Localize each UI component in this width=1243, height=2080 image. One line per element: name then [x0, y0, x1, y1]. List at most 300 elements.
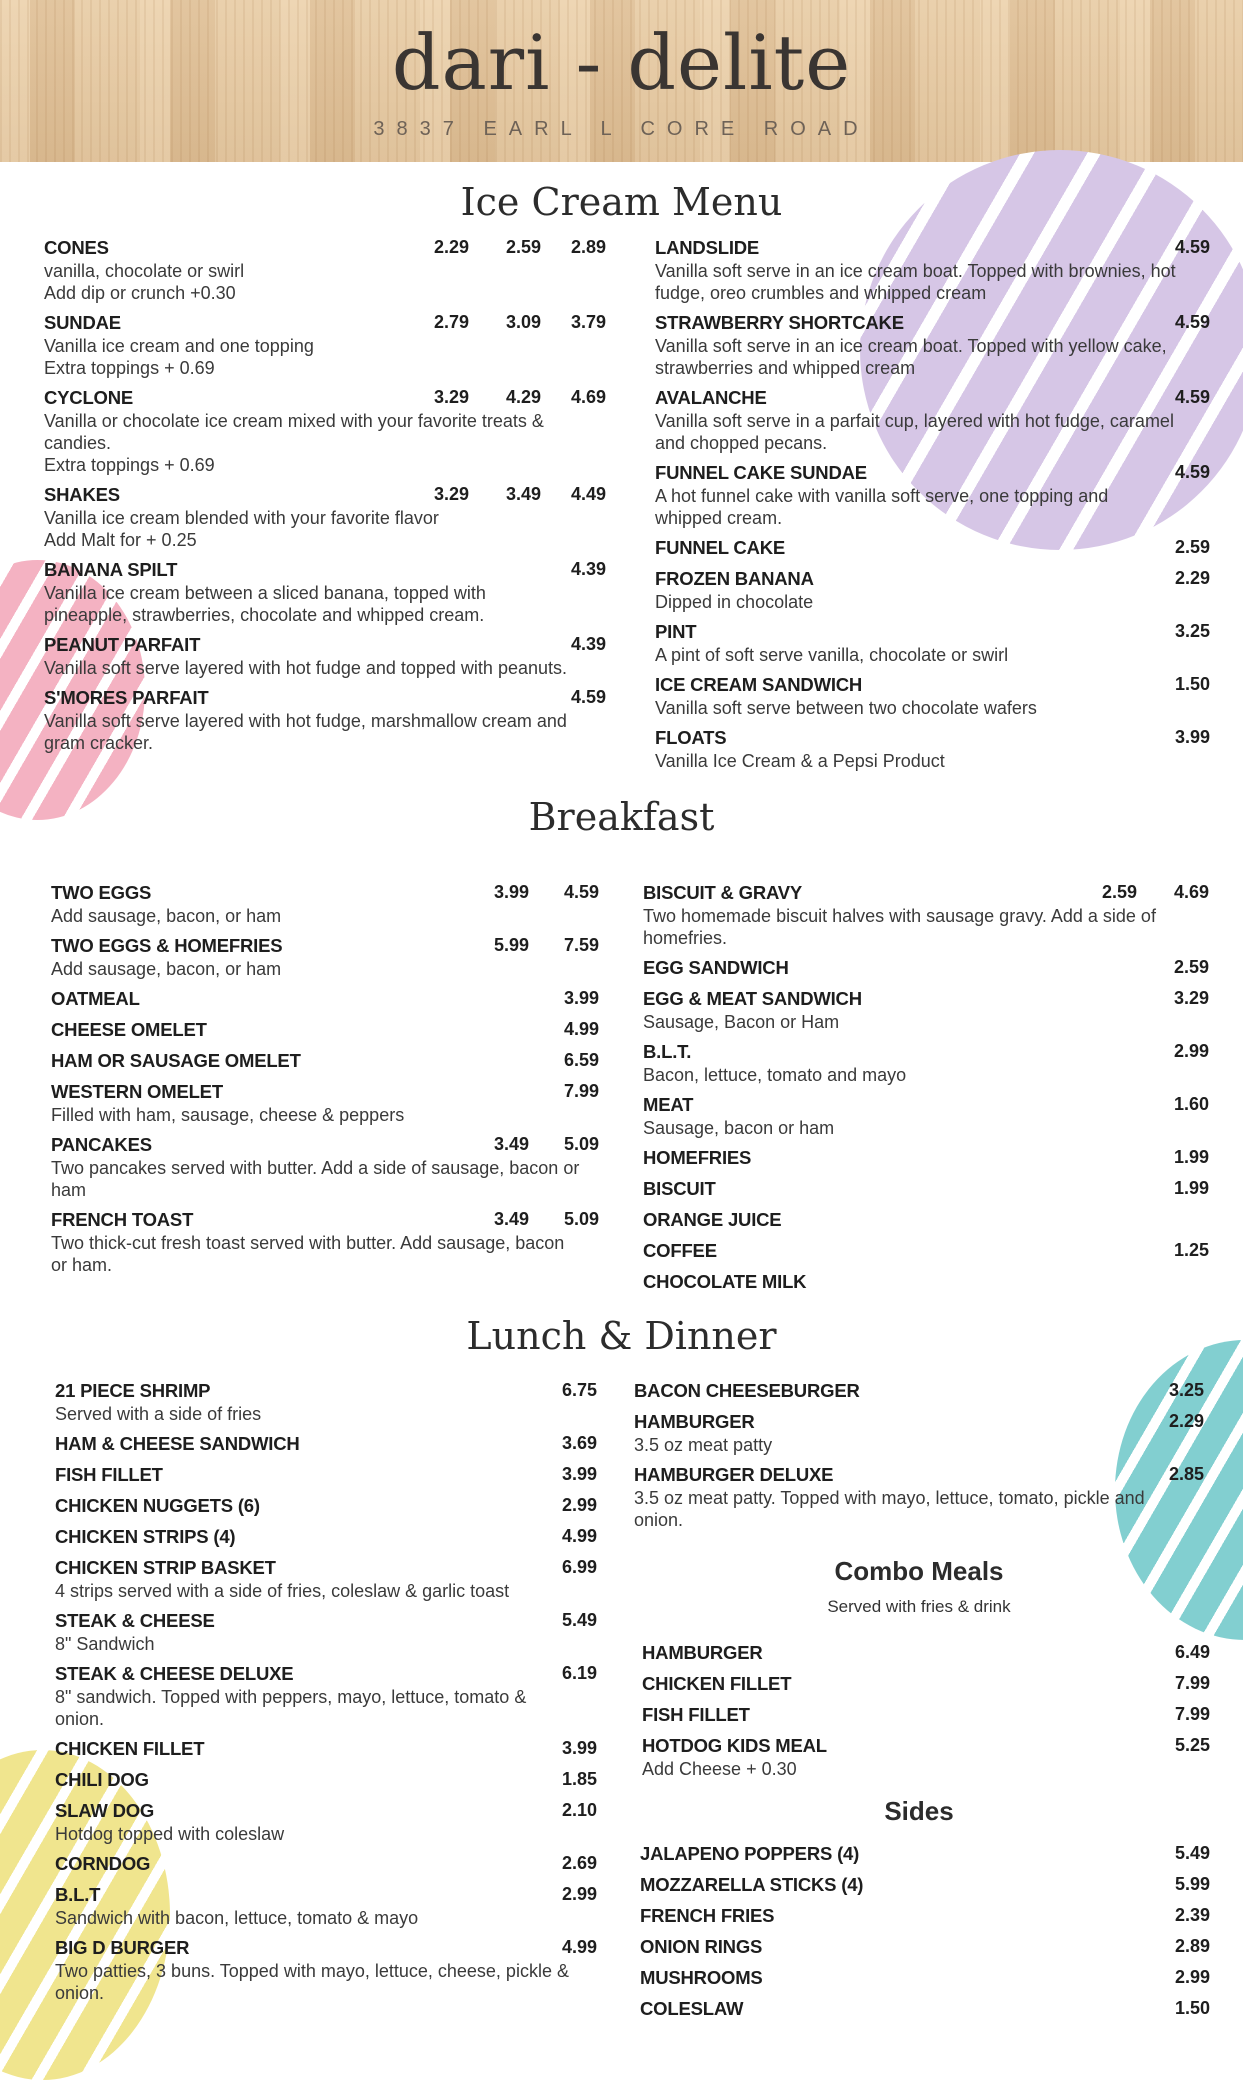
menu-item: [643, 1271, 1209, 1294]
menu-item: [55, 1663, 597, 1730]
item-price: 2.29: [433, 237, 469, 257]
menu-item-row: [51, 1209, 601, 1232]
item-price: 2.59: [1101, 882, 1137, 902]
menu-item-row: [640, 1998, 1210, 2021]
item-name: FRENCH FRIES: [640, 1905, 775, 1926]
item-name: FUNNEL CAKE SUNDAE: [655, 462, 867, 483]
menu-item-row: [55, 1495, 597, 1518]
item-description: onion.: [634, 1510, 684, 1530]
item-name: HOMEFRIES: [643, 1147, 752, 1168]
item-name: S'MORES PARFAIT: [44, 687, 209, 708]
item-name: CHICKEN FILLET: [642, 1673, 792, 1694]
menu-item: [44, 559, 606, 626]
item-name: SLAW DOG: [55, 1800, 155, 1821]
menu-item: [655, 462, 1210, 529]
item-name: BISCUIT & GRAVY: [643, 882, 803, 903]
menu-item-row: [642, 1673, 1210, 1696]
menu-item-row: [655, 568, 1210, 591]
item-price: 2.99: [561, 1884, 597, 1904]
menu-item: [640, 1843, 1210, 1866]
item-description: Vanilla soft serve layered with hot fudge, marshmallow cream and: [44, 711, 567, 731]
item-description: Sausage, Bacon or Ham: [643, 1012, 840, 1032]
menu-item-row: [655, 674, 1210, 697]
item-price: 3.49: [493, 1134, 529, 1154]
item-price: 1.25: [1173, 1240, 1209, 1260]
item-description: 3.5 oz meat patty: [634, 1435, 773, 1455]
item-price: 4.99: [563, 1019, 599, 1039]
item-description: Two patties, 3 buns. Topped with mayo, lettuce, cheese, pickle &: [55, 1961, 569, 1981]
item-price: 4.49: [570, 484, 606, 504]
item-name: FISH FILLET: [55, 1464, 163, 1485]
item-description: or ham.: [51, 1255, 113, 1275]
item-description: Sausage, bacon or ham: [643, 1118, 835, 1138]
menu-item-row: [643, 1178, 1209, 1201]
item-price: 4.59: [1174, 387, 1210, 407]
menu-item-row: [44, 237, 606, 260]
menu-item-row: [55, 1526, 597, 1549]
item-name: CYCLONE: [44, 387, 134, 408]
item-name: B.L.T: [55, 1884, 101, 1905]
item-price: 3.99: [563, 988, 599, 1008]
menu-item-row: [44, 312, 606, 335]
menu-item: [44, 312, 606, 379]
item-name: FLOATS: [655, 727, 727, 748]
item-name: CHICKEN STRIP BASKET: [55, 1557, 276, 1578]
item-price: 6.49: [1174, 1642, 1210, 1662]
menu-item-row: [643, 1271, 1209, 1294]
item-price: 5.99: [493, 935, 529, 955]
lunch-dinner-title: Lunch & Dinner: [466, 1314, 777, 1358]
item-name: HAM OR SAUSAGE OMELET: [51, 1050, 301, 1071]
menu-item: [642, 1673, 1210, 1696]
menu-item-row: [51, 1081, 601, 1104]
item-name: CHOCOLATE MILK: [643, 1271, 807, 1292]
menu-item-row: [643, 957, 1209, 980]
ice-cream-right-column: [655, 237, 1210, 780]
menu-item-row: [655, 621, 1210, 644]
item-price: 1.85: [561, 1769, 597, 1789]
item-name: SHAKES: [44, 484, 120, 505]
item-price: 4.39: [570, 559, 606, 579]
item-price: 2.39: [1174, 1905, 1210, 1925]
menu-item: [55, 1526, 597, 1549]
item-price: 2.59: [1174, 537, 1210, 557]
item-name: 21 PIECE SHRIMP: [55, 1380, 211, 1401]
menu-item-row: [55, 1557, 597, 1580]
menu-item-row: [55, 1663, 597, 1686]
menu-item: [51, 1019, 601, 1042]
item-description: Extra toppings + 0.69: [44, 455, 215, 475]
item-description: Add sausage, bacon, or ham: [51, 959, 282, 979]
lunch-left-column: [55, 1380, 597, 2012]
item-name: MUSHROOMS: [640, 1967, 763, 1988]
item-description: Vanilla soft serve between two chocolate wafers: [655, 698, 1037, 718]
item-name: FUNNEL CAKE: [655, 537, 786, 558]
item-name: PEANUT PARFAIT: [44, 634, 201, 655]
item-name: AVALANCHE: [655, 387, 767, 408]
item-description: Vanilla ice cream blended with your favorite flavor: [44, 508, 439, 528]
item-name: CHICKEN NUGGETS (6): [55, 1495, 260, 1516]
item-price: 4.69: [570, 387, 606, 407]
menu-item: [643, 1041, 1209, 1086]
item-name: ONION RINGS: [640, 1936, 763, 1957]
menu-item-row: [634, 1464, 1204, 1487]
item-price: 7.99: [1174, 1673, 1210, 1693]
breakfast-title: Breakfast: [528, 795, 715, 839]
item-name: ICE CREAM SANDWICH: [655, 674, 863, 695]
item-name: B.L.T.: [643, 1041, 692, 1062]
item-price: 2.85: [1168, 1464, 1204, 1484]
menu-item: [643, 882, 1209, 949]
item-price: 5.49: [561, 1610, 597, 1630]
menu-item-row: [51, 1134, 601, 1157]
item-name: COFFEE: [643, 1240, 717, 1261]
item-name: CORNDOG: [55, 1853, 151, 1874]
item-price: 3.29: [1173, 988, 1209, 1008]
menu-item-row: [634, 1380, 1204, 1403]
menu-item: [44, 237, 606, 304]
item-price: 1.99: [1173, 1178, 1209, 1198]
menu-item: [634, 1380, 1204, 1403]
item-price: 4.39: [570, 634, 606, 654]
menu-item-row: [643, 1147, 1209, 1170]
item-name: WESTERN OMELET: [51, 1081, 223, 1102]
address-line: 3837 EARL L CORE ROAD: [373, 118, 870, 140]
item-description: homefries.: [643, 928, 728, 948]
item-name: FISH FILLET: [642, 1704, 750, 1725]
item-name: BANANA SPILT: [44, 559, 178, 580]
item-price: 2.10: [561, 1800, 597, 1820]
menu-item: [655, 674, 1210, 719]
item-name: BACON CHEESEBURGER: [634, 1380, 860, 1401]
menu-item-row: [655, 237, 1210, 260]
item-price: 2.89: [1174, 1936, 1210, 1956]
item-description: 8" Sandwich: [55, 1634, 155, 1654]
menu-item: [51, 1209, 601, 1276]
menu-item: [634, 1464, 1204, 1531]
brand-title: dari - delite: [391, 18, 852, 107]
item-price: 2.69: [561, 1853, 597, 1873]
menu-item: [640, 1967, 1210, 1990]
item-price: 2.29: [1168, 1411, 1204, 1431]
item-price: 6.99: [561, 1557, 597, 1577]
menu-item-row: [55, 1738, 597, 1761]
menu-item-row: [643, 988, 1209, 1011]
item-name: TWO EGGS: [51, 882, 152, 903]
menu-item: [55, 1380, 597, 1425]
menu-item: [55, 1884, 597, 1929]
item-description: Add Malt for + 0.25: [44, 530, 197, 550]
item-description: A hot funnel cake with vanilla soft serve, one topping and: [655, 486, 1109, 506]
item-name: ORANGE JUICE: [643, 1209, 782, 1230]
menu-item: [634, 1411, 1204, 1456]
menu-item: [643, 1178, 1209, 1201]
menu-item-row: [55, 1769, 597, 1792]
item-description: gram cracker.: [44, 733, 154, 753]
item-name: EGG & MEAT SANDWICH: [643, 988, 862, 1009]
menu-item-row: [55, 1800, 597, 1823]
item-name: CHICKEN STRIPS (4): [55, 1526, 236, 1547]
item-description: Extra toppings + 0.69: [44, 358, 215, 378]
menu-item-row: [55, 1937, 597, 1960]
item-description: onion.: [55, 1709, 105, 1729]
menu-item-row: [51, 1050, 601, 1073]
menu-item-row: [44, 559, 606, 582]
item-name: MEAT: [643, 1094, 694, 1115]
item-description: Add Cheese + 0.30: [642, 1759, 797, 1779]
item-price: 3.79: [570, 312, 606, 332]
item-description: Two pancakes served with butter. Add a side of sausage, bacon or: [51, 1158, 580, 1178]
menu-item-row: [44, 387, 606, 410]
item-price: 1.60: [1173, 1094, 1209, 1114]
item-name: CHILI DOG: [55, 1769, 149, 1790]
item-price: 6.75: [561, 1380, 597, 1400]
item-price: 3.25: [1168, 1380, 1204, 1400]
item-price: 3.29: [433, 484, 469, 504]
item-description: A pint of soft serve vanilla, chocolate or swirl: [655, 645, 1009, 665]
menu-item-row: [55, 1433, 597, 1456]
menu-item-row: [640, 1874, 1210, 1897]
item-name: HAMBURGER: [634, 1411, 755, 1432]
item-name: JALAPENO POPPERS (4): [640, 1843, 860, 1864]
item-description: Sandwich with bacon, lettuce, tomato & mayo: [55, 1908, 419, 1928]
item-price: 3.99: [561, 1464, 597, 1484]
item-description: pineapple, strawberries, chocolate and whipped cream.: [44, 605, 485, 625]
menu-item-row: [640, 1905, 1210, 1928]
item-price: 6.59: [563, 1050, 599, 1070]
item-price: 4.29: [505, 387, 541, 407]
menu-item: [643, 1147, 1209, 1170]
item-name: TWO EGGS & HOMEFRIES: [51, 935, 283, 956]
menu-item-row: [655, 387, 1210, 410]
menu-item: [640, 1905, 1210, 1928]
item-name: SUNDAE: [44, 312, 121, 333]
item-price: 2.79: [433, 312, 469, 332]
item-name: CONES: [44, 237, 109, 258]
item-description: Bacon, lettuce, tomato and mayo: [643, 1065, 907, 1085]
item-price: 2.29: [1174, 568, 1210, 588]
item-name: FRENCH TOAST: [51, 1209, 194, 1230]
item-name: BISCUIT: [643, 1178, 716, 1199]
menu-item-row: [55, 1884, 597, 1907]
menu-item: [51, 935, 601, 980]
item-price: 5.25: [1174, 1735, 1210, 1755]
item-description: Add dip or crunch +0.30: [44, 283, 236, 303]
item-description: Two thick-cut fresh toast served with butter. Add sausage, bacon: [51, 1233, 565, 1253]
breakfast-right-column: [643, 882, 1209, 1302]
item-name: LANDSLIDE: [655, 237, 760, 258]
menu-item: [55, 1937, 597, 2004]
item-description: Vanilla soft serve layered with hot fudge and topped with peanuts.: [44, 658, 568, 678]
menu-item-row: [55, 1853, 597, 1876]
item-price: 5.09: [563, 1209, 599, 1229]
item-price: 3.49: [505, 484, 541, 504]
menu-item-row: [643, 1240, 1209, 1263]
menu-item-row: [643, 1094, 1209, 1117]
item-description: vanilla, chocolate or swirl: [44, 261, 245, 281]
combo-meals-list: [642, 1642, 1210, 1788]
menu-item-row: [643, 1041, 1209, 1064]
item-price: 2.99: [1174, 1967, 1210, 1987]
item-price: 3.99: [493, 882, 529, 902]
menu-item: [55, 1464, 597, 1487]
menu-item: [55, 1433, 597, 1456]
item-description: 8" sandwich. Topped with peppers, mayo, lettuce, tomato &: [55, 1687, 527, 1707]
item-description: strawberries and whipped cream: [655, 358, 916, 378]
menu-item: [55, 1800, 597, 1845]
item-name: STRAWBERRY SHORTCAKE: [655, 312, 904, 333]
menu-item: [655, 727, 1210, 772]
menu-item: [642, 1735, 1210, 1780]
ice-cream-left-column: [44, 237, 606, 762]
item-name: EGG SANDWICH: [643, 957, 789, 978]
menu-item: [55, 1769, 597, 1792]
menu-item: [55, 1495, 597, 1518]
menu-item-row: [643, 1209, 1209, 1232]
item-description: Vanilla or chocolate ice cream mixed with your favorite treats &: [44, 411, 544, 431]
item-name: FROZEN BANANA: [655, 568, 814, 589]
menu-item: [51, 1134, 601, 1201]
menu-item: [643, 957, 1209, 980]
item-name: BIG D BURGER: [55, 1937, 190, 1958]
item-description: Vanilla Ice Cream & a Pepsi Product: [655, 751, 945, 771]
menu-item-row: [44, 634, 606, 657]
menu-item-row: [642, 1735, 1210, 1758]
item-price: 5.99: [1174, 1874, 1210, 1894]
item-name: HAMBURGER: [642, 1642, 763, 1663]
menu-item: [655, 312, 1210, 379]
item-description: onion.: [55, 1983, 105, 2003]
item-price: 3.99: [1174, 727, 1210, 747]
item-price: 2.99: [561, 1495, 597, 1515]
item-name: HAMBURGER DELUXE: [634, 1464, 834, 1485]
item-description: Vanilla soft serve in a parfait cup, layered with hot fudge, caramel: [655, 411, 1174, 431]
item-price: 7.99: [563, 1081, 599, 1101]
item-description: Filled with ham, sausage, cheese & peppers: [51, 1105, 405, 1125]
menu-item-row: [642, 1704, 1210, 1727]
item-price: 3.99: [561, 1738, 597, 1758]
item-description: Vanilla ice cream and one topping: [44, 336, 314, 356]
item-price: 4.59: [570, 687, 606, 707]
header-banner: [0, 0, 1243, 162]
menu-item-row: [640, 1843, 1210, 1866]
menu-item: [51, 988, 601, 1011]
item-price: 4.59: [1174, 462, 1210, 482]
menu-item: [643, 1209, 1209, 1232]
item-name: COLESLAW: [640, 1998, 744, 2019]
menu-item: [655, 568, 1210, 613]
item-name: STEAK & CHEESE: [55, 1610, 215, 1631]
menu-item: [44, 484, 606, 551]
item-description: candies.: [44, 433, 112, 453]
item-price: 1.99: [1173, 1147, 1209, 1167]
item-price: 4.69: [1173, 882, 1209, 902]
menu-item: [51, 1050, 601, 1073]
sides-list: [640, 1843, 1210, 2029]
menu-item: [55, 1557, 597, 1602]
item-description: Vanilla ice cream between a sliced banana, topped with: [44, 583, 486, 603]
item-price: 2.89: [570, 237, 606, 257]
menu-item-row: [55, 1464, 597, 1487]
menu-item: [640, 1936, 1210, 1959]
menu-item: [640, 1874, 1210, 1897]
item-description: whipped cream.: [655, 508, 783, 528]
item-description: and chopped pecans.: [655, 433, 828, 453]
item-name: PINT: [655, 621, 697, 642]
menu-item-row: [55, 1380, 597, 1403]
menu-item-row: [642, 1642, 1210, 1665]
item-description: Add sausage, bacon, or ham: [51, 906, 282, 926]
menu-item: [642, 1704, 1210, 1727]
menu-item: [51, 882, 601, 927]
item-name: CHEESE OMELET: [51, 1019, 207, 1040]
item-name: HOTDOG KIDS MEAL: [642, 1735, 827, 1756]
item-price: 7.59: [563, 935, 599, 955]
menu-item: [643, 1094, 1209, 1139]
item-name: STEAK & CHEESE DELUXE: [55, 1663, 294, 1684]
menu-item-row: [51, 882, 601, 905]
combo-meals-note: Served with fries & drink: [827, 1597, 1011, 1616]
menu-item-row: [655, 462, 1210, 485]
menu-item: [55, 1610, 597, 1655]
menu-item: [642, 1642, 1210, 1665]
item-price: 7.99: [1174, 1704, 1210, 1724]
item-description: Two homemade biscuit halves with sausage gravy. Add a side of: [643, 906, 1156, 926]
breakfast-left-column: [51, 882, 601, 1284]
item-description: 3.5 oz meat patty. Topped with mayo, lettuce, tomato, pickle and: [634, 1488, 1145, 1508]
menu-item: [643, 1240, 1209, 1263]
menu-item: [55, 1738, 597, 1761]
menu-item: [44, 634, 606, 679]
item-price: 4.59: [1174, 237, 1210, 257]
menu-item-row: [655, 312, 1210, 335]
item-price: 3.29: [433, 387, 469, 407]
item-name: CHICKEN FILLET: [55, 1738, 205, 1759]
menu-item: [51, 1081, 601, 1126]
item-price: 3.25: [1174, 621, 1210, 641]
lunch-right-column: [634, 1380, 1204, 1539]
item-price: 3.69: [561, 1433, 597, 1453]
menu-item-row: [44, 687, 606, 710]
menu-item: [643, 988, 1209, 1033]
item-price: 3.09: [505, 312, 541, 332]
item-name: MOZZARELLA STICKS (4): [640, 1874, 864, 1895]
menu-item-row: [51, 935, 601, 958]
item-price: 2.59: [505, 237, 541, 257]
menu-item-row: [655, 727, 1210, 750]
menu-item: [655, 537, 1210, 560]
item-description: Vanilla soft serve in an ice cream boat. Topped with yellow cake,: [655, 336, 1167, 356]
item-description: fudge, oreo crumbles and whipped cream: [655, 283, 987, 303]
menu-item-row: [640, 1967, 1210, 1990]
menu-item: [655, 387, 1210, 454]
combo-meals-title: Combo Meals: [834, 1556, 1004, 1586]
item-price: 1.50: [1174, 1998, 1210, 2018]
item-price: 4.99: [561, 1937, 597, 1957]
item-price: 4.99: [561, 1526, 597, 1546]
item-description: 4 strips served with a side of fries, coleslaw & garlic toast: [55, 1581, 510, 1601]
sides-title: Sides: [884, 1796, 954, 1826]
menu-item: [44, 387, 606, 476]
menu-item: [640, 1998, 1210, 2021]
item-name: HAM & CHEESE SANDWICH: [55, 1433, 300, 1454]
menu-item-row: [655, 537, 1210, 560]
menu-item-row: [51, 988, 601, 1011]
menu-item: [55, 1853, 597, 1876]
menu-item-row: [643, 882, 1209, 905]
item-price: 5.09: [563, 1134, 599, 1154]
item-price: 1.50: [1174, 674, 1210, 694]
